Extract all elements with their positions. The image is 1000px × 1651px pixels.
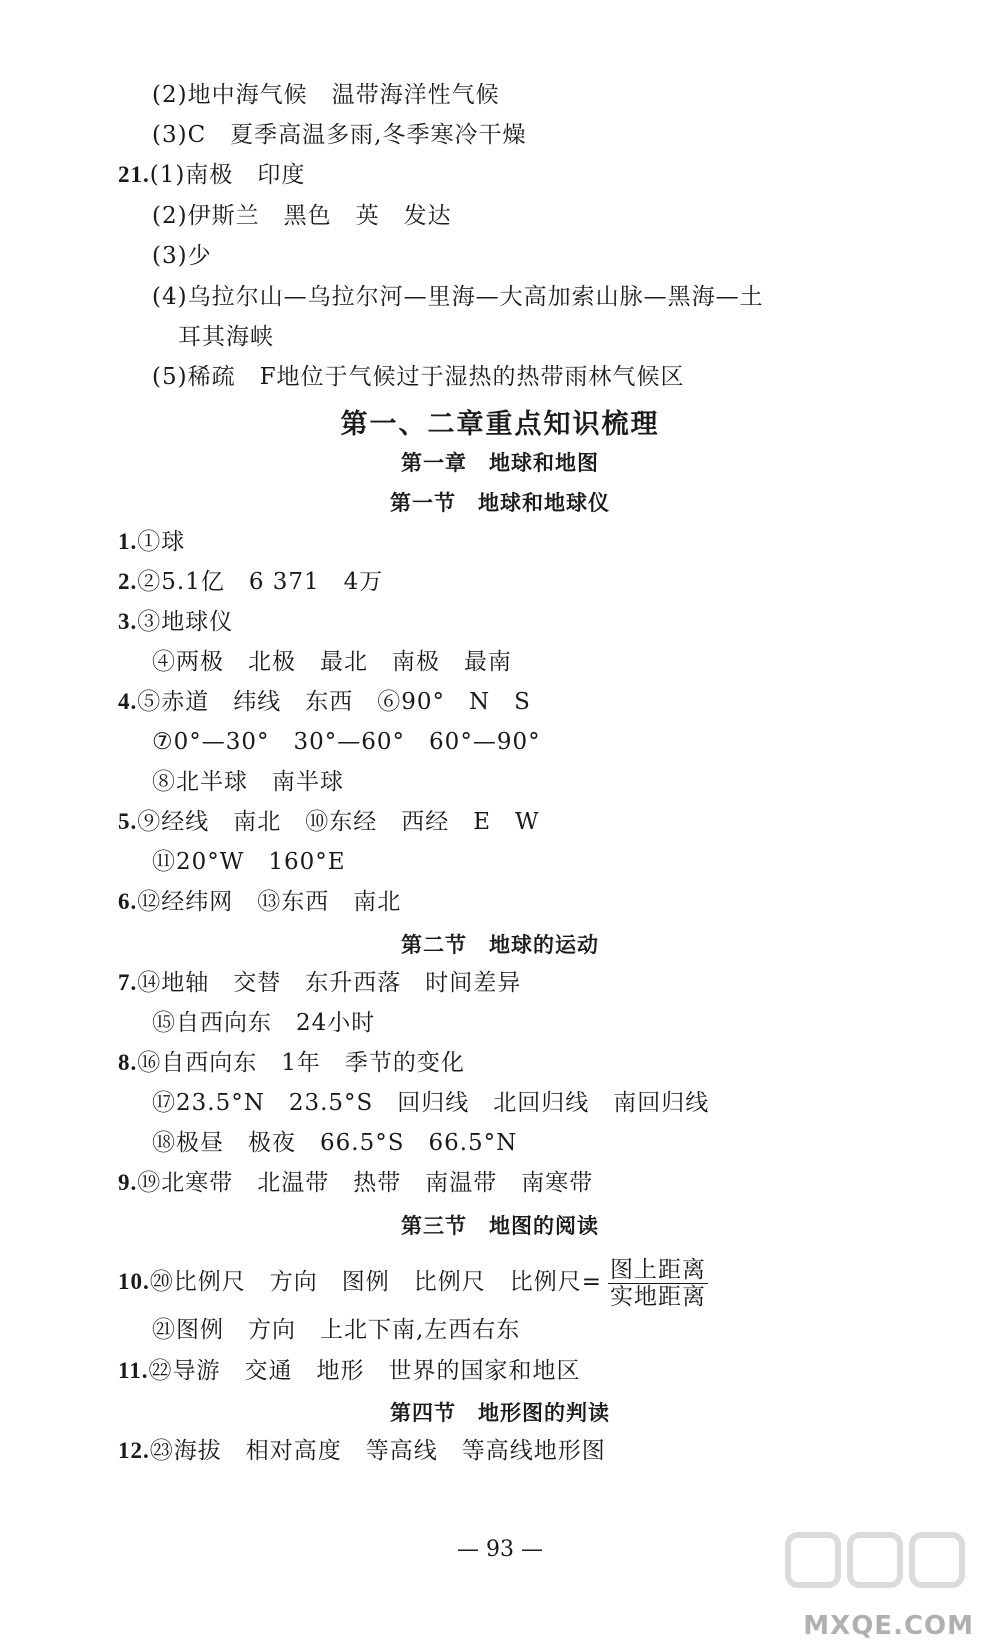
item-7: [118, 968, 521, 998]
answer-line: (4)乌拉尔山—乌拉尔河—里海—大高加索山脉—黑海—土: [152, 284, 764, 310]
item-4: [118, 687, 531, 717]
item-text: ⑭地轴 交替 东升西落 时间差异: [137, 970, 522, 996]
item-number: 2.: [118, 569, 138, 594]
answer-text: (1)南极 印度: [149, 162, 306, 188]
item-text: ⑳比例尺 方向 图例 比例尺 比例尺=: [149, 1269, 603, 1295]
item-number: 10.: [118, 1269, 150, 1294]
answer-line: (5)稀疏 F地位于气候过于湿热的热带雨林气候区: [152, 364, 685, 390]
item-text: ⑫经纬网 ⑬东西 南北: [137, 889, 402, 915]
item-number: 3.: [118, 609, 138, 634]
item-number: 5.: [118, 809, 138, 834]
item-11: [118, 1356, 580, 1386]
item-number: 12.: [118, 1438, 150, 1463]
answer-line: (3)C 夏季高温多雨,冬季寒冷干燥: [152, 122, 527, 148]
item-text: ⑯自西向东 1年 季节的变化: [137, 1050, 465, 1076]
item-number: 7.: [118, 970, 138, 995]
item-10: [118, 1252, 708, 1312]
item-5: [118, 807, 540, 837]
item-text: ㉓海拔 相对高度 等高线 等高线地形图: [149, 1438, 606, 1464]
answer-line: (2)伊斯兰 黑色 英 发达: [152, 203, 452, 229]
section-heading: 第一节 地球和地球仪: [390, 491, 610, 515]
question-number: 21.: [118, 162, 150, 187]
item-number: 11.: [118, 1358, 149, 1383]
item-9: [118, 1168, 593, 1198]
item-line: ⑧北半球 南半球: [152, 769, 344, 795]
item-text: ⑨经线 南北 ⑩东经 西经 E W: [137, 809, 540, 835]
item-1: [118, 527, 185, 557]
chapter-heading: 第一章 地球和地图: [401, 451, 599, 475]
section-heading: 第四节 地形图的判读: [390, 1401, 610, 1425]
item-number: 8.: [118, 1050, 138, 1075]
fraction-denominator: 实地距离: [610, 1283, 707, 1310]
item-line: ⑦0°—30° 30°—60° 60°—90°: [152, 729, 541, 755]
item-number: 9.: [118, 1170, 138, 1195]
watermark-text: MXQE.COM: [803, 1611, 974, 1641]
item-8: [118, 1048, 465, 1078]
item-line: ㉑图例 方向 上北下南,左西右东: [152, 1317, 521, 1343]
item-text: ⑤赤道 纬线 东西 ⑥90° N S: [137, 689, 531, 715]
item-text: ①球: [137, 529, 186, 555]
item-number: 1.: [118, 529, 138, 554]
item-line: ⑮自西向东 24小时: [152, 1010, 376, 1036]
item-text: ②5.1亿 6 371 4万: [137, 569, 384, 595]
answer-line: 耳其海峡: [178, 324, 274, 350]
item-text: ③地球仪: [137, 609, 234, 635]
answer-line: (2)地中海气候 温带海洋性气候: [152, 82, 500, 108]
item-text: ⑲北寒带 北温带 热带 南温带 南寒带: [137, 1170, 594, 1196]
section-heading: 第二节 地球的运动: [401, 933, 599, 957]
item-number: 4.: [118, 689, 138, 714]
item-6: [118, 887, 401, 917]
main-heading: 第一、二章重点知识梳理: [340, 409, 660, 440]
item-line: ④两极 北极 最北 南极 最南: [152, 649, 512, 675]
fraction-numerator: 图上距离: [610, 1256, 707, 1283]
item-line: ⑰23.5°N 23.5°S 回归线 北回归线 南回归线: [152, 1090, 710, 1116]
page-number: — 93 —: [457, 1537, 543, 1562]
item-line: ⑪20°W 160°E: [152, 849, 346, 875]
item-text: ㉒导游 交通 地形 世界的国家和地区: [148, 1358, 581, 1384]
question-21: [118, 160, 305, 190]
item-3: [118, 607, 233, 637]
item-12: [118, 1436, 606, 1466]
item-number: 6.: [118, 889, 138, 914]
answer-line: (3)少: [152, 243, 212, 269]
item-line: ⑱极昼 极夜 66.5°S 66.5°N: [152, 1130, 518, 1156]
section-heading: 第三节 地图的阅读: [401, 1214, 599, 1238]
scale-formula-fraction: [608, 1257, 708, 1310]
item-2: [118, 567, 383, 597]
